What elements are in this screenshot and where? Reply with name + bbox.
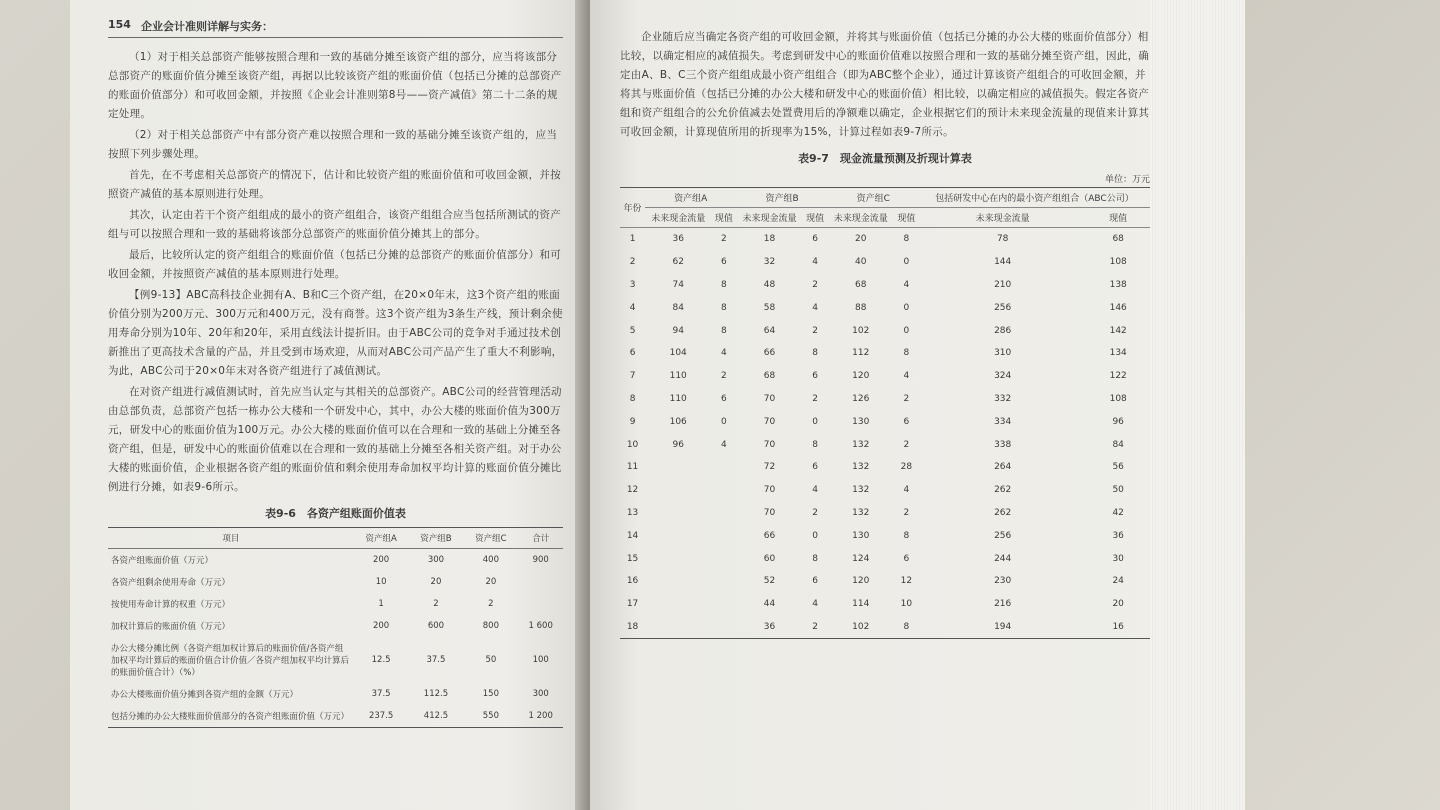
table-cell: 6 — [903, 416, 910, 427]
table-cell: 900 — [532, 555, 549, 565]
table-cell: 6 — [812, 576, 818, 587]
table-cell: 4 — [903, 279, 910, 290]
table-cell: 1 — [629, 234, 636, 245]
table-cell: 13 — [626, 507, 639, 518]
table-cell: 2 — [629, 257, 636, 268]
table-cell: 24 — [1112, 576, 1124, 587]
table-cell: 4 — [812, 302, 818, 313]
table-cell: 2 — [903, 439, 910, 450]
table-row — [620, 547, 1150, 570]
table-cell: 132 — [852, 462, 870, 473]
table-cell: 12 — [900, 576, 913, 587]
table-cell: 70 — [763, 439, 776, 450]
table-cell: 68 — [1112, 234, 1124, 245]
table-9-6-title: 表9-6 各资产组账面价值表 — [265, 507, 406, 520]
table-cell: 400 — [482, 555, 499, 565]
table-cell: 200 — [372, 621, 390, 631]
paragraph: （2）对于相关总部资产中有部分资产难以按照合理和一致的基础分摊至该资产组的，应当按照下列步骤处理。 — [108, 129, 558, 160]
table-cell: 1 — [378, 599, 384, 609]
table-cell: 110 — [669, 393, 687, 404]
table-cell: 7 — [629, 371, 636, 382]
table-cell: 72 — [763, 462, 776, 473]
group-header: 资产组C — [828, 188, 919, 208]
table-cell: 2 — [488, 599, 494, 609]
table-cell: 52 — [763, 576, 776, 587]
table-row — [620, 593, 1150, 616]
table-cell: 2 — [812, 393, 818, 404]
table-cell: 16 — [626, 576, 639, 587]
table-cell: 0 — [812, 530, 818, 541]
table-9-7-title: 表9-7 现金流量预测及折现计算表 — [798, 152, 972, 165]
table-cell: 20 — [855, 234, 867, 245]
table-cell: 68 — [855, 279, 867, 290]
group-header: 包括研发中心在内的最小资产组组合（ABC公司） — [919, 188, 1150, 208]
table-cell: 104 — [669, 348, 687, 359]
table-cell: 6 — [720, 257, 727, 268]
table-cell: 262 — [994, 507, 1012, 518]
table-cell: 68 — [763, 371, 776, 382]
table-cell — [645, 524, 711, 547]
table-cell: 4 — [720, 348, 727, 359]
table-cell: 74 — [672, 279, 684, 290]
table-cell: 办公大楼账面价值分摊到各资产组的金额（万元） — [111, 690, 299, 700]
table-cell: 114 — [852, 599, 870, 610]
table-cell: 106 — [669, 416, 687, 427]
table-cell: 48 — [763, 279, 776, 290]
table-row — [108, 549, 563, 572]
table-cell: 各资产组剩余使用寿命（万元） — [111, 578, 231, 588]
table-cell — [518, 571, 563, 593]
table-row — [620, 342, 1150, 365]
table-cell: 包括分摊的办公大楼账面价值部分的各资产组账面价值（万元） — [108, 705, 354, 728]
table-cell: 8 — [629, 393, 636, 404]
table-cell: 2 — [433, 599, 439, 609]
table-cell — [645, 502, 711, 525]
table-cell: 310 — [994, 348, 1012, 359]
table-cell: 110 — [669, 371, 687, 382]
table-cell — [711, 570, 736, 593]
table-cell: 130 — [852, 530, 870, 541]
table-row — [620, 456, 1150, 479]
table-cell: 332 — [994, 393, 1012, 404]
table-cell — [711, 616, 736, 639]
table-cell — [711, 456, 736, 479]
table-cell: 94 — [672, 325, 684, 336]
table-cell: 3 — [629, 279, 636, 290]
table-cell — [645, 547, 711, 570]
table-cell: 15 — [626, 553, 639, 564]
table-cell: 0 — [720, 416, 727, 427]
table-row — [620, 502, 1150, 525]
table-cell: 412.5 — [409, 705, 464, 728]
paragraph: 最后，比较所认定的资产组组合的账面价值（包括已分摊的总部资产的账面价值部分）和可收回金额，并按照资产减值的基本原则进行处理。 — [108, 249, 561, 280]
table-cell: 144 — [994, 257, 1012, 268]
table-cell: 150 — [482, 689, 499, 699]
table-cell: 138 — [1109, 279, 1127, 290]
table-cell: 60 — [763, 553, 776, 564]
table-row — [620, 570, 1150, 593]
table-cell: 62 — [672, 257, 684, 268]
table-cell: 8 — [894, 616, 919, 639]
table-cell: 102 — [852, 325, 870, 336]
table-cell: 加权计算后的账面价值（万元） — [111, 622, 231, 632]
table-cell: 108 — [1109, 393, 1127, 404]
table-cell — [645, 570, 711, 593]
column-subheader: 现值 — [803, 208, 828, 228]
left-page — [70, 0, 585, 810]
table-cell: 14 — [626, 530, 639, 541]
table-cell — [711, 593, 736, 616]
table-cell: 18 — [763, 234, 776, 245]
column-subheader: 未来现金流量 — [645, 208, 711, 228]
table-cell: 37.5 — [371, 689, 391, 699]
column-subheader: 现值 — [711, 208, 736, 228]
table-cell: 40 — [855, 257, 867, 268]
table-cell: 2 — [812, 507, 818, 518]
table-row — [620, 616, 1150, 639]
table-cell: 0 — [903, 325, 910, 336]
table-cell: 70 — [763, 485, 776, 496]
left-paragraphs — [108, 48, 563, 497]
table-cell: 2 — [903, 507, 910, 518]
table-cell: 78 — [996, 234, 1009, 245]
table-cell: 36 — [672, 234, 684, 245]
running-head: 企业会计准则详解与实务： — [140, 20, 273, 33]
table-cell: 0 — [812, 416, 818, 427]
table-cell: 96 — [672, 439, 684, 450]
table-cell: 8 — [903, 530, 910, 541]
table-cell: 124 — [852, 553, 870, 564]
paragraph: 在对资产组进行减值测试时，首先应当认定与其相关的总部资产。ABC公司的经营管理活动由总部负责，总部资产包括一栋办公大楼和一个研发中心，其中，办公大楼的账面价值为300万元，研发中心的账面价值为100万元。办公大楼的账面价值可以在合理和一致的基础上分摊至各资产组，但是，研发中心的账面价值难以在合理和一致的基础上分摊至各相关资产组。对于办公大楼的账面价值，企业根据各资产组的账面价值和剩余使用寿命加权平均计算的账面价值分摊比例进行分摊，如表9-6所示。 — [108, 386, 562, 493]
table-cell: 66 — [763, 530, 776, 541]
table-row — [620, 296, 1150, 319]
table-row — [108, 593, 563, 615]
table-cell: 216 — [994, 599, 1012, 610]
table-cell: 8 — [812, 348, 818, 359]
column-header: 资产组C — [463, 528, 518, 549]
table-cell: 8 — [720, 279, 727, 290]
table-cell: 2 — [903, 393, 910, 404]
table-body — [108, 549, 563, 728]
table-cell: 58 — [763, 302, 776, 313]
table-cell: 84 — [672, 302, 684, 313]
table-cell: 32 — [763, 257, 776, 268]
table-cell: 18 — [620, 616, 645, 639]
table-cell: 126 — [852, 393, 870, 404]
table-cell: 2 — [720, 234, 727, 245]
group-header: 资产组B — [736, 188, 827, 208]
table-cell: 120 — [852, 371, 870, 382]
table-cell: 112.5 — [423, 689, 449, 699]
table-cell: 2 — [812, 279, 818, 290]
table-row — [620, 365, 1150, 388]
table-cell: 10 — [626, 439, 639, 450]
table-cell: 334 — [994, 416, 1012, 427]
group-header: 资产组A — [645, 188, 736, 208]
table-cell: 230 — [994, 576, 1012, 587]
table-cell: 237.5 — [354, 705, 409, 728]
table-cell: 200 — [372, 555, 390, 565]
table-subheader-row — [620, 208, 1150, 228]
paragraph: （1）对于相关总部资产能够按照合理和一致的基础分摊至该资产组的部分，应当将该部分总部资产的账面价值分摊至该资产组，再据以比较该资产组的账面价值（包括已分摊的总部资产的账面价值部分）和可收回金额，并按照《企业会计准则第8号——资产减值》第二十二条的规定处理。 — [108, 51, 562, 120]
column-header: 合计 — [518, 528, 563, 549]
table-row — [108, 571, 563, 593]
table-row — [620, 251, 1150, 274]
table-cell — [518, 593, 563, 615]
table-cell: 338 — [994, 439, 1012, 450]
table-cell: 8 — [720, 302, 727, 313]
column-subheader: 未来现金流量 — [919, 208, 1086, 228]
column-subheader: 现值 — [1086, 208, 1150, 228]
table-cell: 16 — [1086, 616, 1150, 639]
table-cell: 42 — [1112, 507, 1124, 518]
table-cell: 142 — [1109, 325, 1127, 336]
table-row — [108, 615, 563, 637]
table-cell: 84 — [1112, 439, 1124, 450]
table-cell: 8 — [903, 234, 910, 245]
table-row — [620, 410, 1150, 433]
table-cell: 4 — [812, 485, 818, 496]
table-cell: 6 — [812, 234, 818, 245]
table-cell: 10 — [375, 577, 387, 587]
table-cell: 6 — [720, 393, 727, 404]
table-row — [108, 637, 563, 683]
page-edges — [1150, 0, 1245, 810]
table-cell — [645, 616, 711, 639]
table-cell: 64 — [763, 325, 776, 336]
table-cell: 6 — [812, 371, 818, 382]
table-row — [620, 319, 1150, 342]
table-row — [620, 524, 1150, 547]
table-cell: 6 — [629, 348, 636, 359]
table-cell: 300 — [532, 689, 549, 699]
table-cell: 132 — [852, 507, 870, 518]
paragraph: 【例9-13】ABC高科技企业拥有A、B和C三个资产组，在20×0年末，这3个资产组的账面价值分别为200万元、300万元和400万元，没有商誉。这3个资产组为3条生产线，预计剩余使用寿命分别为10年、20年和20年，采用直线法计提折旧。由于ABC公司的竞争对手通过技术创新推出了更高技术含量的产品，并且受到市场欢迎，从而对ABC公司产品产生了重大不利影响，为此，ABC公司于20×0年末对各资产组进行了减值测试。 — [108, 289, 563, 377]
table-cell: 550 — [463, 705, 518, 728]
table-cell: 132 — [852, 439, 870, 450]
table-cell: 30 — [1112, 553, 1124, 564]
table-cell — [711, 502, 736, 525]
table-cell — [645, 479, 711, 502]
table-group-row — [620, 188, 1150, 208]
table-cell: 20 — [430, 577, 442, 587]
table-cell: 37.5 — [426, 655, 446, 665]
table-unit: 单位：万元 — [1104, 175, 1150, 185]
table-cell: 102 — [828, 616, 894, 639]
table-body — [620, 228, 1150, 639]
table-cell: 300 — [427, 555, 445, 565]
table-cell — [645, 456, 711, 479]
table-cell: 8 — [812, 439, 818, 450]
table-cell: 2 — [720, 371, 727, 382]
table-cell: 286 — [994, 325, 1012, 336]
table-header-row — [108, 528, 563, 549]
table-cell: 70 — [763, 507, 776, 518]
table-cell: 146 — [1109, 302, 1127, 313]
table-cell — [711, 524, 736, 547]
table-cell: 20 — [1112, 599, 1124, 610]
table-cell: 11 — [626, 462, 639, 473]
table-cell: 112 — [852, 348, 870, 359]
table-cell: 6 — [812, 462, 818, 473]
paragraph: 其次，认定由若干个资产组组成的最小的资产组组合，该资产组组合应当包括所测试的资产组与可以按照合理和一致的基础将该部分总部资产的账面价值分摊其上的部分。 — [108, 209, 561, 240]
table-cell: 244 — [994, 553, 1012, 564]
table-cell: 8 — [720, 325, 727, 336]
table-cell: 36 — [736, 616, 802, 639]
column-subheader: 未来现金流量 — [828, 208, 894, 228]
table-row — [108, 683, 563, 705]
table-cell: 256 — [994, 302, 1012, 313]
table-cell: 12.5 — [371, 655, 391, 665]
table-cell: 2 — [812, 325, 818, 336]
table-9-7 — [620, 187, 1150, 639]
table-cell: 10 — [900, 599, 913, 610]
table-cell: 4 — [720, 439, 727, 450]
table-cell: 50 — [485, 655, 497, 665]
year-header: 年份 — [620, 188, 645, 228]
table-cell: 600 — [427, 621, 445, 631]
table-cell: 108 — [1109, 257, 1127, 268]
table-cell: 256 — [994, 530, 1012, 541]
table-cell: 5 — [629, 325, 636, 336]
column-subheader: 现值 — [894, 208, 919, 228]
table-row — [620, 479, 1150, 502]
table-cell: 4 — [812, 257, 818, 268]
table-cell: 1 600 — [528, 621, 553, 631]
table-row — [620, 388, 1150, 411]
table-cell: 4 — [903, 485, 910, 496]
table-cell: 264 — [994, 462, 1012, 473]
table-cell — [711, 547, 736, 570]
paragraph: 首先，在不考虑相关总部资产的情况下，估计和比较资产组的账面价值和可收回金额，并按照资产减值的基本原则进行处理。 — [108, 169, 561, 200]
table-cell: 88 — [855, 302, 867, 313]
table-cell: 56 — [1112, 462, 1124, 473]
table-cell: 12 — [626, 485, 639, 496]
table-cell — [711, 479, 736, 502]
table-cell: 4 — [629, 302, 636, 313]
table-cell: 130 — [852, 416, 870, 427]
table-cell: 66 — [763, 348, 776, 359]
table-cell: 134 — [1109, 348, 1127, 359]
table-cell: 0 — [903, 257, 910, 268]
table-cell: 4 — [903, 371, 910, 382]
table-cell: 262 — [994, 485, 1012, 496]
column-header: 资产组A — [354, 528, 409, 549]
table-cell: 4 — [812, 599, 818, 610]
table-cell: 1 200 — [518, 705, 563, 728]
table-row — [108, 705, 563, 728]
table-cell: 132 — [852, 485, 870, 496]
table-row — [620, 274, 1150, 297]
page-number: 154 — [108, 18, 131, 31]
table-cell: 36 — [1112, 530, 1124, 541]
table-cell: 0 — [903, 302, 910, 313]
table-row — [620, 228, 1150, 251]
column-header: 项目 — [108, 528, 354, 549]
table-cell: 按使用寿命计算的权重（万元） — [111, 600, 231, 610]
table-9-6 — [108, 527, 563, 728]
table-cell: 324 — [994, 371, 1012, 382]
table-cell: 办公大楼分摊比例（各资产组加权计算后的账面价值/各资产组加权平均计算后的账面价值合计价值／各资产组加权平均计算后的账面价值合计）（%） — [111, 644, 350, 678]
column-header: 资产组B — [409, 528, 464, 549]
table-cell: 44 — [763, 599, 776, 610]
table-cell — [645, 593, 711, 616]
table-cell: 122 — [1109, 371, 1127, 382]
table-cell: 100 — [532, 655, 549, 665]
table-cell: 210 — [994, 279, 1012, 290]
table-cell: 28 — [900, 462, 913, 473]
table-cell: 17 — [626, 599, 639, 610]
table-cell: 70 — [763, 416, 776, 427]
right-page — [590, 0, 1190, 810]
page-header — [108, 18, 563, 38]
table-row — [620, 433, 1150, 456]
table-cell: 2 — [803, 616, 828, 639]
table-cell: 9 — [629, 416, 636, 427]
table-cell: 120 — [852, 576, 870, 587]
table-cell: 8 — [812, 553, 818, 564]
table-cell: 194 — [919, 616, 1086, 639]
table-cell: 70 — [763, 393, 776, 404]
right-paragraph: 企业随后应当确定各资产组的可收回金额，并将其与账面价值（包括已分摊的办公大楼的账面价值部分）相比较，以确定相应的减值损失。考虑到研发中心的账面价值难以按照合理和一致的基础分摊至资产组，因此，确定由A、B、C三个资产组组成最小资产组组合（即为ABC整个企业），通过计算该资产组组合的可收回金额，并将其与账面价值（包括已分摊的办公大楼和研发中心的账面价值）相比较，以确定相应的减值损失。假定各资产组和资产组组合的公允价值减去处置费用后的净额难以确定，企业根据它们的预计未来现金流量的现值来计算其可收回金额，计算现值所用的折现率为15%，计算过程如表9-7所示。 — [620, 31, 1150, 138]
table-cell: 50 — [1112, 485, 1124, 496]
table-cell: 各资产组账面价值（万元） — [111, 556, 214, 566]
table-cell: 6 — [903, 553, 910, 564]
table-cell: 8 — [903, 348, 910, 359]
table-cell: 96 — [1112, 416, 1124, 427]
table-cell: 800 — [482, 621, 499, 631]
table-cell: 20 — [485, 577, 497, 587]
column-subheader: 未来现金流量 — [736, 208, 802, 228]
